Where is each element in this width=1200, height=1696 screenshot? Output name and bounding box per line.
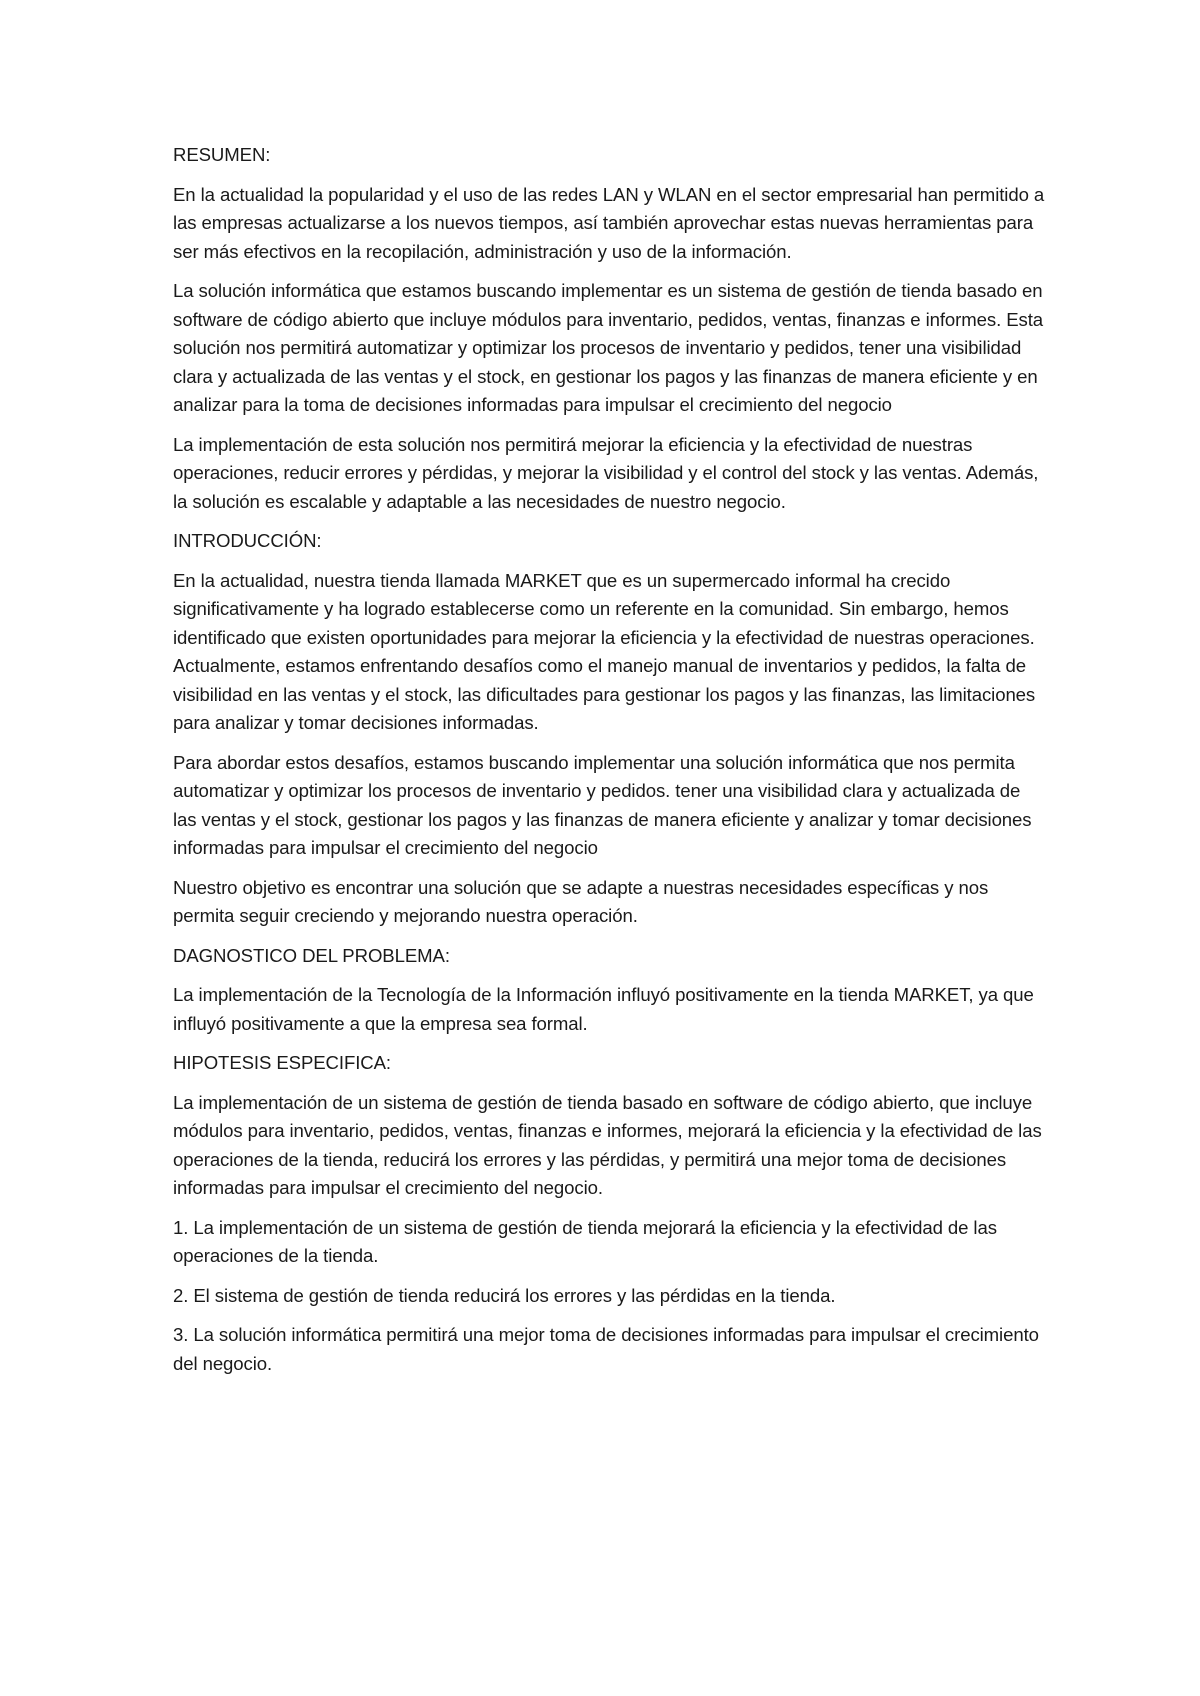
section-heading-hipotesis: HIPOTESIS ESPECIFICA: — [173, 1052, 391, 1073]
numbered-item: 2. El sistema de gestión de tienda reducirá los errores y las pérdidas en la tienda. — [173, 1284, 836, 1306]
paragraph: En la actualidad, nuestra tienda llamada MARKET que es un supermercado informal ha crecido significativamente y ha logrado establecerse como un referente en la comunidad. Sin embargo, hemos identificado que existen oportunidades para mejorar la eficiencia y la efectividad de nuestras operaciones. Actualmente, estamos enfrentando desafíos como el manejo manual de inventarios y pedidos, la falta de visibilidad en las ventas y el stock, las dificultades para gestionar los pagos y las finanzas, las limitaciones para analizar y tomar decisiones informadas. — [173, 569, 1036, 733]
paragraph: La implementación de un sistema de gestión de tienda basado en software de código abierto, que incluye módulos para inventario, pedidos, ventas, finanzas e informes, mejorará la eficiencia y la efectividad de las operaciones de la tienda, reducirá los errores y las pérdidas, y permitirá una mejor toma de decisiones informadas para impulsar el crecimiento del negocio. — [173, 1091, 1042, 1198]
section-heading-introduccion: INTRODUCCIÓN: — [173, 530, 322, 551]
numbered-item: 1. La implementación de un sistema de gestión de tienda mejorará la eficiencia y la efectividad de las operaciones de la tienda. — [173, 1216, 997, 1266]
section-heading-diagnostico: DAGNOSTICO DEL PROBLEMA: — [173, 944, 450, 966]
section-heading-resumen: RESUMEN: — [173, 144, 271, 165]
paragraph: La solución informática que estamos buscando implementar es un sistema de gestión de tienda basado en software de código abierto que incluye módulos para inventario, pedidos, ventas, finanzas e informes. Esta solución nos permitirá automatizar y optimizar los procesos de inventario y pedidos, tener una visibilidad clara y actualizada de las ventas y el stock, en gestionar los pagos y las finanzas de manera eficiente y en analizar para la toma de decisiones informadas para impulsar el crecimiento del negocio — [173, 280, 1044, 415]
paragraph: En la actualidad la popularidad y el uso de las redes LAN y WLAN en el sector empresarial han permitido a las empresas actualizarse a los nuevos tiempos, así también aprovechar estas nuevas herramientas para ser más efectivos en la recopilación, administración y uso de la información. — [173, 183, 1045, 262]
paragraph: La implementación de esta solución nos permitirá mejorar la eficiencia y la efectividad de nuestras operaciones, reducir errores y pérdidas, y mejorar la visibilidad y el control del stock y las ventas. Además, la solución es escalable y adaptable a las necesidades de nuestro negocio. — [173, 433, 1039, 512]
document-body — [173, 141, 1045, 1389]
paragraph: Para abordar estos desafíos, estamos buscando implementar una solución informática que nos permita automatizar y optimizar los procesos de inventario y pedidos. tener una visibilidad clara y actualizada de las ventas y el stock, gestionar los pagos y las finanzas de manera eficiente y analizar y tomar decisiones informadas para impulsar el crecimiento del negocio — [173, 751, 1032, 858]
numbered-item: 3. La solución informática permitirá una mejor toma de decisiones informadas para impulsar el crecimiento del negocio. — [173, 1324, 1039, 1374]
paragraph: Nuestro objetivo es encontrar una solución que se adapte a nuestras necesidades específicas y nos permita seguir creciendo y mejorando nuestra operación. — [173, 876, 989, 926]
paragraph: La implementación de la Tecnología de la Información influyó positivamente en la tienda MARKET, ya que influyó positivamente a que la empresa sea formal. — [173, 984, 1034, 1034]
